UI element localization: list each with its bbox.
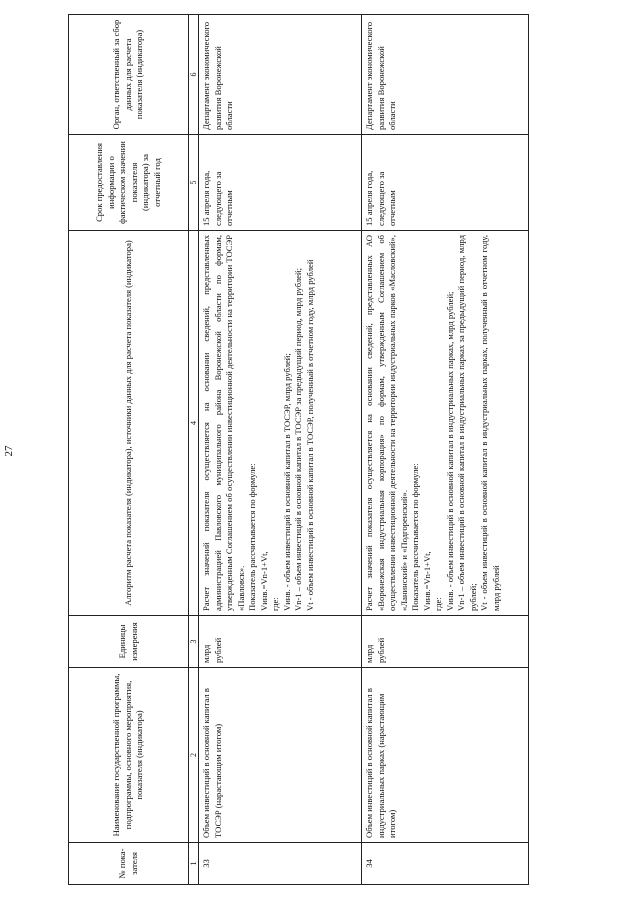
deadline: 15 апреля года, следующего за отчетным [199,135,362,231]
algorithm-line: где: [433,597,443,611]
column-number: 2 [189,668,199,843]
page-number: 27 [3,445,15,457]
algorithm-line: Vинв. - объем инвестиций в основной капитал в ТОСЭР, млрд рублей; [281,353,292,611]
unit: млрд рублей [362,616,529,668]
indicator-name: Объем инвестиций в основной капитал в индустриальных парках (нарастающим итогом) [362,668,529,843]
algorithm-line: Vt - объем инвестиций в основной капитал в индустриальных парках, полученный в отчетном году, млрд рублей [479,235,501,611]
header-name: Наименование государственной программы, подпрограммы, основного мероприятия, показателя (индикатора) [69,668,189,843]
header-algorithm: Алгоритм расчета показателя (индикатора), источники данных для расчета показателя (индикатора) [69,231,189,616]
algorithm-line: где: [270,597,280,611]
algorithm-line: Расчет значений показателя осуществляется на основании сведений, представленных администрацией Павловского муниципального района Воронежской области по формам, утвержденным Соглашением об осуществлении инвестиционной деятельности на территории ТОСЭР «Павловск». [201,235,246,611]
column-number: 4 [189,231,199,616]
agency: Департамент экономического развития Воронежской области [362,15,529,135]
header-deadline: Срок предоставления информации о фактическом значении показателя (индикатора) за отчетный год [69,135,189,231]
header-agency: Орган, ответственный за сбор данных для расчета показателя (индикатора) [69,15,189,135]
column-number: 1 [189,843,199,885]
indicator-name: Объем инвестиций в основной капитал в ТОСЭР (нарастающим итогом) [199,668,362,843]
row-number: 33 [199,843,362,885]
table-row [199,15,362,885]
header-number: № пока-зателя [69,843,189,885]
algorithm [199,231,362,616]
algorithm-line: Vt - объем инвестиций в основной капитал в ТОСЭР, полученный в отчетном году, млрд рублей [304,259,315,611]
algorithm-line: Vn-1 – объем инвестиций в основной капитал в индустриальных парках за предыдущий период, млрд рублей; [456,235,478,611]
unit: млрд рублей [199,616,362,668]
agency: Департамент экономического развития Воронежской области [199,15,362,135]
header-row [69,15,189,885]
algorithm-line: Показатель рассчитывается по формуле: [410,463,420,611]
algorithm-line: Показатель рассчитывается по формуле: [247,463,257,611]
deadline: 15 апреля года, следующего за отчетным [362,135,529,231]
table-row [362,15,529,885]
algorithm [362,231,529,616]
rotated-page [68,15,608,885]
column-number: 3 [189,616,199,668]
algorithm-line: Vn-1 – объем инвестиций в основной капитал в ТОСЭР за предыдущий период, млрд рублей; [293,268,303,611]
column-number: 5 [189,135,199,231]
column-number-row [189,15,199,885]
header-unit: Единицы измерения [69,616,189,668]
algorithm-line: Vинв.=Vn-1+Vt, [421,551,432,611]
row-number: 34 [362,843,529,885]
algorithm-line: Расчет значений показателя осуществляется на основании сведений, представленных АО «Воронежская индустриальная корпорация» по формам, утвержденным Соглашением об осуществлении инвестиционной деятельности на территории индустриальных парков «Масловский», «Ланинский» и «Подгоренский». [364,235,409,611]
algorithm-line: Vинв. - объем инвестиций в основной капитал в индустриальных парках, млрд рублей; [444,291,455,611]
indicators-table [68,14,529,885]
column-number: 6 [189,15,199,135]
algorithm-line: Vинв.=Vn-1+Vt, [258,551,269,611]
